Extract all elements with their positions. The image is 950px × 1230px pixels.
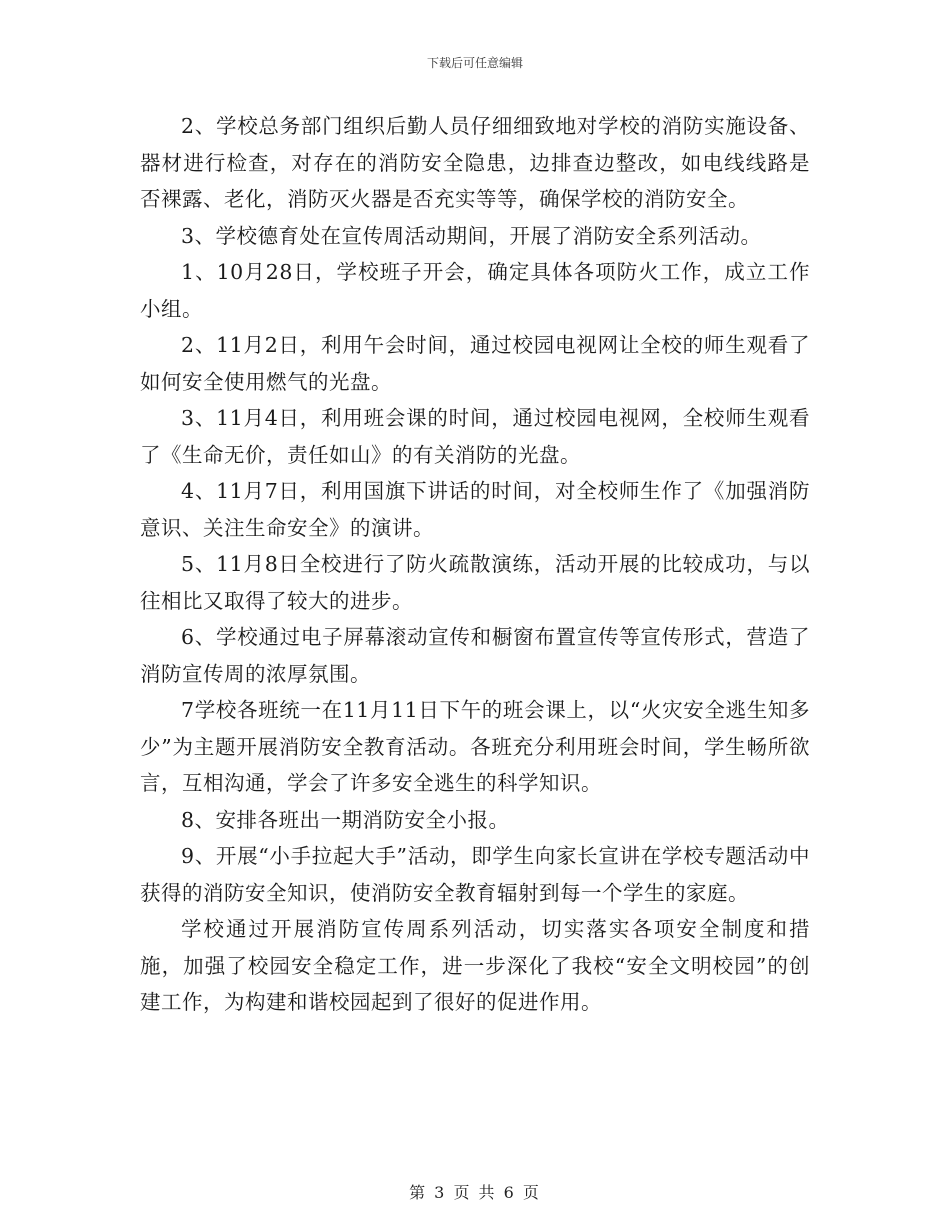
page-footer: 第 3 页 共 6 页 xyxy=(409,1183,541,1202)
document-body xyxy=(140,108,810,1021)
paragraph: 9、开展“小手拉起大手”活动，即学生向家长宣讲在学校专题活动中获得的消防安全知识，使消防安全教育辐射到每一个学生的家庭。 xyxy=(140,844,810,905)
paragraph: 8、安排各班出一期消防安全小报。 xyxy=(181,807,510,832)
paragraph: 3、11月4日，利用班会课的时间，通过校园电视网，全校师生观看了《生命无价，责任如山》的有关消防的光盘。 xyxy=(140,406,810,467)
paragraph: 2、学校总务部门组织后勤人员仔细细致地对学校的消防实施设备、器材进行检查，对存在的消防安全隐患，边排查边整改，如电线线路是否裸露、老化，消防灭火器是否充实等等，确保学校的消防安全。 xyxy=(140,114,810,211)
paragraph: 1、10月28日，学校班子开会，确定具体各项防火工作，成立工作小组。 xyxy=(140,260,810,321)
paragraph: 7学校各班统一在11月11日下午的班会课上，以“火灾安全逃生知多少”为主题开展消防安全教育活动。各班充分利用班会时间，学生畅所欲言，互相沟通，学会了许多安全逃生的科学知识。 xyxy=(140,698,810,795)
paragraph: 3、学校德育处在宣传周活动期间，开展了消防安全系列活动。 xyxy=(181,223,762,248)
paragraph: 5、11月8日全校进行了防火疏散演练，活动开展的比较成功，与以往相比又取得了较大的进步。 xyxy=(140,552,810,613)
paragraph: 6、学校通过电子屏幕滚动宣传和橱窗布置宣传等宣传形式，营造了消防宣传周的浓厚氛围。 xyxy=(140,625,810,686)
paragraph: 4、11月7日，利用国旗下讲话的时间，对全校师生作了《加强消防意识、关注生命安全》的演讲。 xyxy=(140,479,810,540)
paragraph: 2、11月2日，利用午会时间，通过校园电视网让全校的师生观看了如何安全使用燃气的光盘。 xyxy=(140,333,810,394)
paragraph: 学校通过开展消防宣传周系列活动，切实落实各项安全制度和措施，加强了校园安全稳定工作，进一步深化了我校“安全文明校园”的创建工作，为构建和谐校园起到了很好的促进作用。 xyxy=(140,917,810,1014)
page-header: 下载后可任意编辑 xyxy=(426,56,523,70)
